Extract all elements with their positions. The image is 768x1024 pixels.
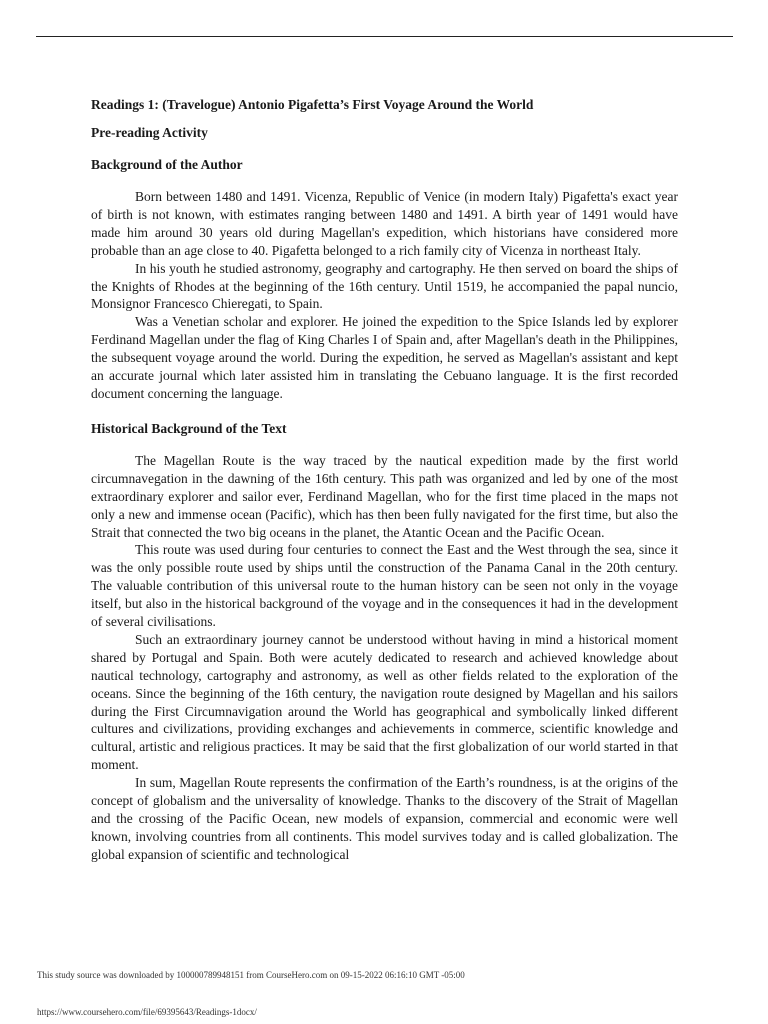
paragraph: Such an extraordinary journey cannot be understood without having in mind a historical moment shared by Portugal and Spain. Both were acutely dedicated to research and achieved knowledge about nautical technology, cartography and astronomy, as well as other fields related to the exploration of the oceans. Since the beginning of the 16th century, the navigation route designed by Magellan and his sailors during the First Circumnavigation around the World has geographical and symbolically linked different cultures and civilizations, providing exchanges and achievements in commerce, scientific knowledge and cultural, artistic and religious practices. It may be said that the first globalization of our world started in that moment. — [91, 631, 678, 773]
section-heading: Historical Background of the Text — [91, 420, 287, 436]
section-heading: Background of the Author — [91, 157, 243, 172]
document-title: Readings 1: (Travelogue) Antonio Pigafetta’s First Voyage Around the World — [91, 97, 534, 112]
download-notice: This study source was downloaded by 100000789948151 from CourseHero.com on 09-15-2022 06:16:10 GMT -05:00 — [37, 970, 465, 980]
section-historical-background — [91, 420, 678, 864]
section-background-author — [91, 156, 678, 403]
paragraph: This route was used during four centuries to connect the East and the West through the sea, since it was the only possible route used by ships until the construction of the Panama Canal in the 20th century. The valuable contribution of this universal route to the human history can be seen not only in the voyage itself, but also in the historical background of the voyage and in the consequences it had in the development of several civilisations. — [91, 542, 678, 630]
paragraph: Born between 1480 and 1491. Vicenza, Republic of Venice (in modern Italy) Pigafetta's exact year of birth is not known, with estimates ranging between 1480 and 1491. A birth year of 1491 would have made him around 30 years old during Magellan's expedition, which historians have considered more probable than an age close to 40. Pigafetta belonged to a rich family city of Vicenza in northeast Italy. — [91, 189, 678, 258]
paragraph: Was a Venetian scholar and explorer. He joined the expedition to the Spice Islands led by explorer Ferdinand Magellan under the flag of King Charles I of Spain and, after Magellan's death in the Philippines, the subsequent voyage around the world. During the expedition, he served as Magellan's assistant and kept an accurate journal which later assisted him in translating the Cebuano language. It is the first recorded document concerning the language. — [91, 314, 678, 401]
source-url: https://www.coursehero.com/file/69395643/Readings-1docx/ — [37, 1007, 257, 1017]
paragraph: In his youth he studied astronomy, geography and cartography. He then served on board the ships of the Knights of Rhodes at the beginning of the 16th century. Until 1519, he accompanied the papal nuncio, Monsignor Francesco Chieregati, to Spain. — [91, 260, 678, 312]
top-divider — [36, 36, 733, 37]
paragraph: In sum, Magellan Route represents the confirmation of the Earth’s roundness, is at the origins of the concept of globalism and the universality of knowledge. Thanks to the discovery of the Strait of Magellan and the crossing of the Pacific Ocean, new models of expansion, commercial and economic were well known, involving countries from all continents. This model survives today and is called globalization. The global expansion of scientific and technological — [91, 775, 678, 862]
paragraph: The Magellan Route is the way traced by the nautical expedition made by the first world circumnavegation in the dawning of the 16th century. This path was organized and led by one of the most extraordinary explorer and sailor ever, Ferdinand Magellan, who for the first time placed in the maps not only a new and immense ocean (Pacific), which has then been fully navigated for the first time, but also the Strait that connected the two big oceans in the planet, the Atantic Ocean and the Pacific Ocean. — [91, 452, 678, 540]
document-body — [91, 96, 678, 864]
document-subtitle: Pre-reading Activity — [91, 125, 208, 140]
